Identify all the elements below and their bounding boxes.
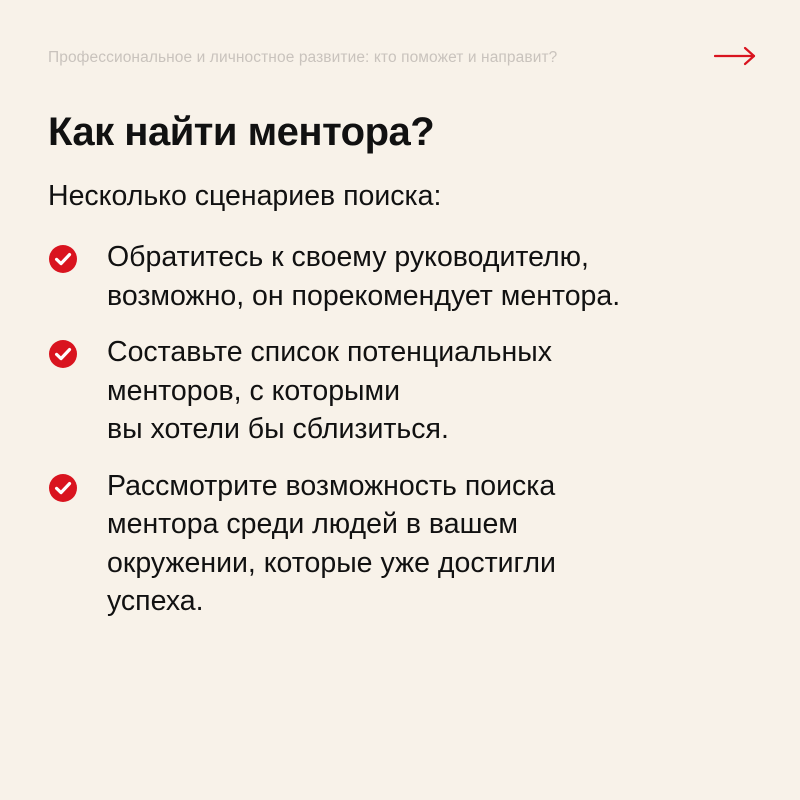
- list-item-text: [107, 333, 768, 449]
- list-item-text: [107, 238, 768, 315]
- list-item-line: менторов, с которыми: [107, 374, 401, 407]
- list-item: [48, 333, 768, 449]
- check-circle-icon: [48, 339, 78, 369]
- list-item-line: Рассмотрите возможность поиска: [107, 469, 556, 502]
- check-circle-icon: [48, 244, 78, 274]
- list-item: [48, 467, 768, 621]
- list-item-line: Обратитесь к своему руководителю,: [107, 241, 589, 273]
- list-item-text: [107, 467, 768, 621]
- check-circle-icon: [48, 473, 78, 503]
- list-item-line: вы хотели бы сблизиться.: [107, 413, 449, 445]
- search-scenarios-list: [48, 238, 768, 639]
- list-item-line: успеха.: [107, 585, 204, 617]
- list-item-line: ментора среди людей в вашем: [107, 508, 518, 540]
- intro-text: Несколько сценариев поиска:: [48, 180, 442, 212]
- page-title: Как найти ментора?: [48, 110, 435, 154]
- arrow-right-icon[interactable]: [714, 44, 758, 68]
- header-caption: Профессиональное и личностное развитие: кто поможет и направит?: [48, 49, 558, 66]
- list-item-line: возможно, он порекомендует ментора.: [107, 279, 621, 312]
- list-item-line: окружении, которые уже достигли: [107, 546, 556, 579]
- list-item-line: Составьте список потенциальных: [107, 336, 552, 368]
- list-item: [48, 238, 768, 315]
